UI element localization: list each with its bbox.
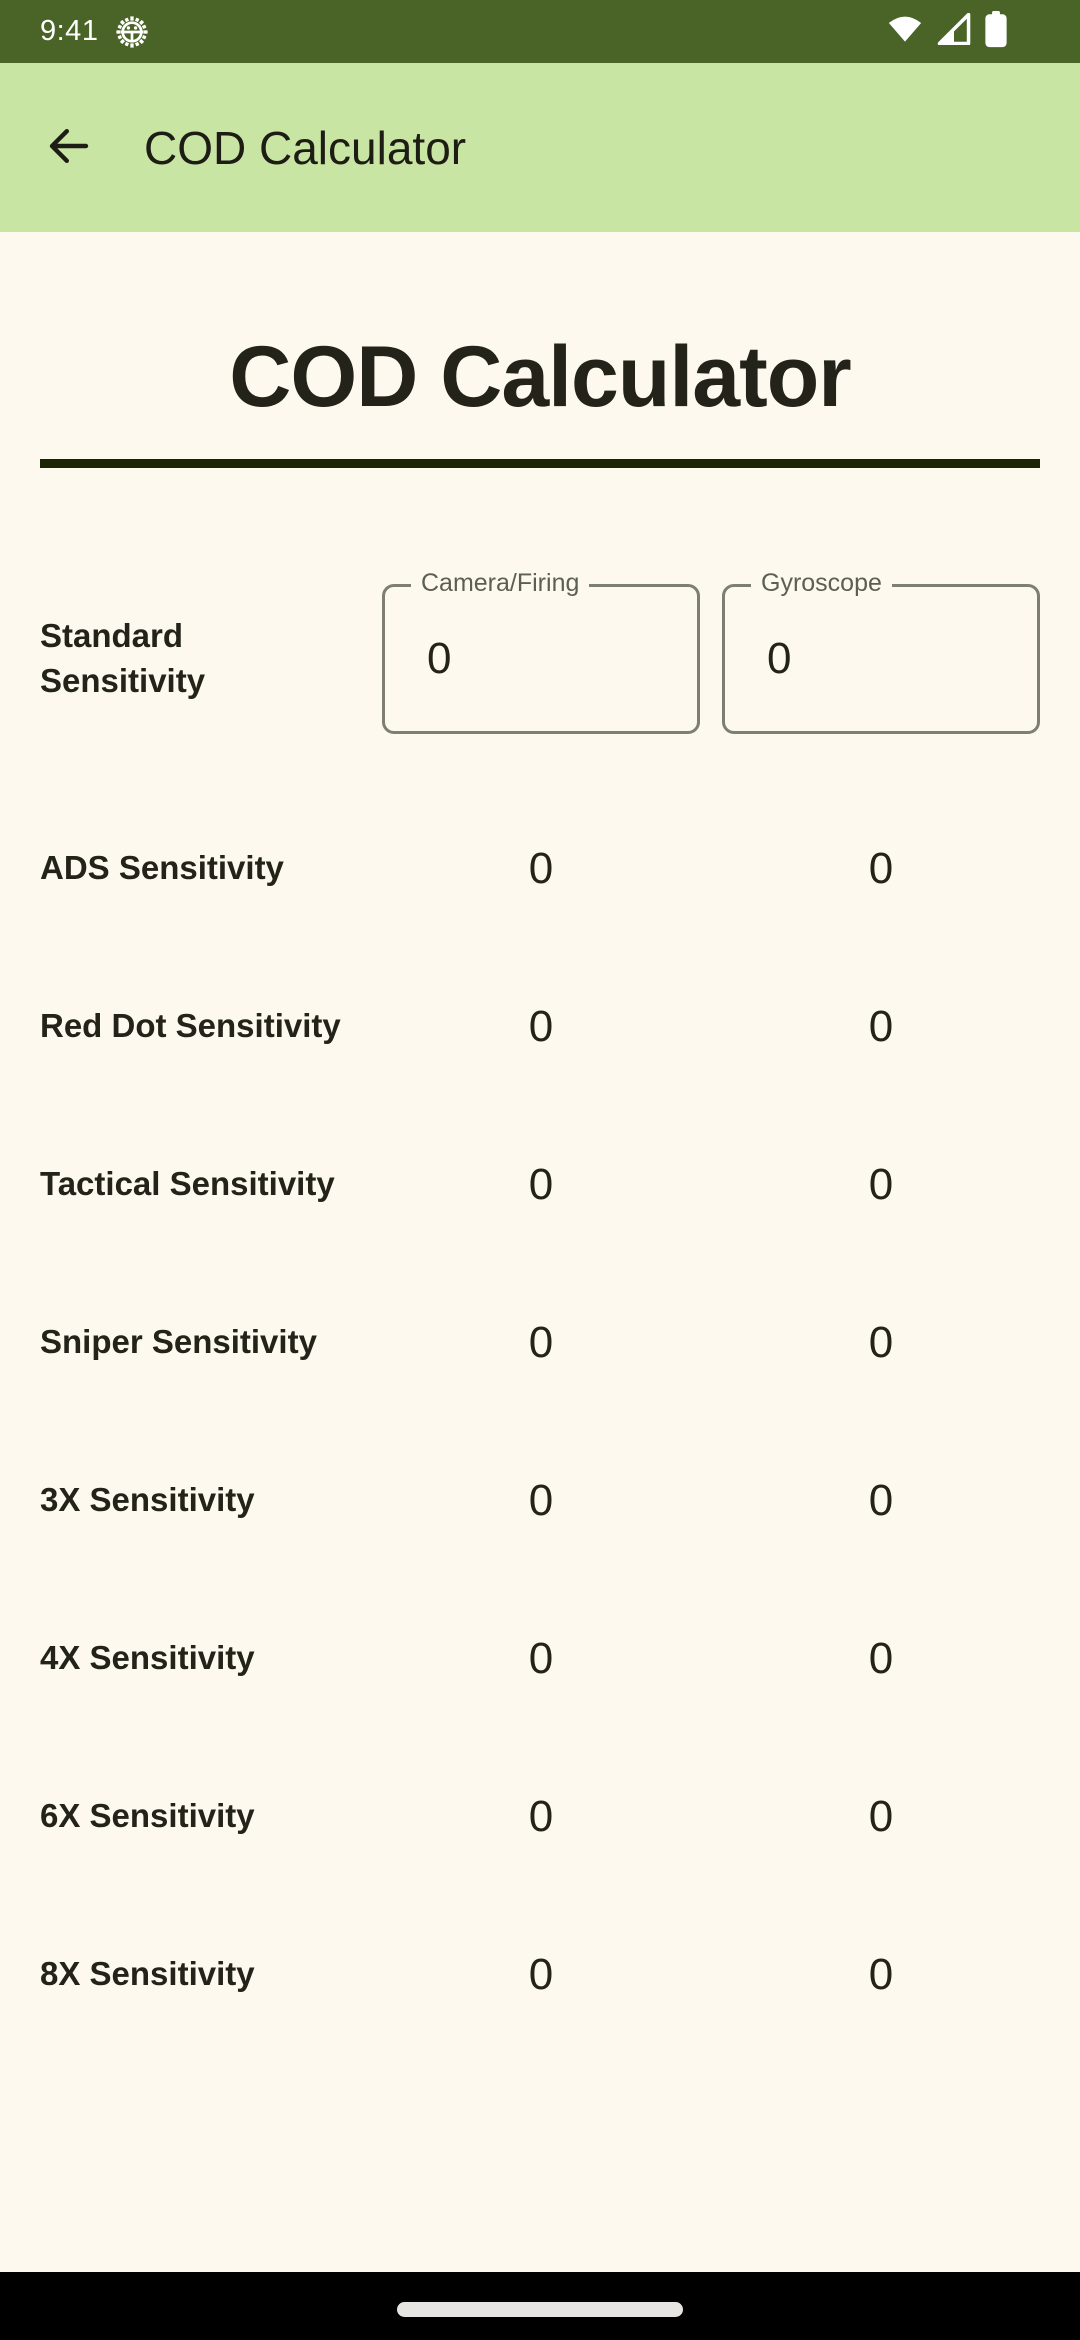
android-gear-icon [114,14,150,50]
back-button[interactable] [36,116,100,180]
standard-sensitivity-row [40,568,1040,734]
gyro-value: 0 [868,1475,894,1525]
sensitivity-row-tactical [40,1160,1040,1210]
row-label: 6X Sensitivity [40,1797,255,1835]
app-bar [0,63,1080,232]
status-bar [0,0,1080,63]
row-label: Red Dot Sensitivity [40,1007,341,1045]
row-label: 8X Sensitivity [40,1955,255,1993]
sensitivity-row-8x [40,1950,1040,2000]
sensitivity-row-3x [40,1476,1040,1526]
camera-value: 0 [528,1475,554,1525]
sensitivity-row-4x [40,1634,1040,1684]
camera-firing-field-label: Camera/Firing [411,569,589,598]
camera-value: 0 [528,843,554,893]
gesture-nav-bar [0,2272,1080,2340]
camera-firing-value: 0 [427,633,452,683]
page-title: COD Calculator [229,329,851,425]
gyroscope-value: 0 [767,633,792,683]
camera-value: 0 [528,1949,554,1999]
sensitivity-row-ads [40,844,1040,894]
gyro-value: 0 [868,843,894,893]
home-indicator[interactable] [397,2302,683,2317]
main-content [0,328,1080,2000]
sensitivity-row-red-dot [40,1002,1040,1052]
clock: 9:41 [40,15,99,47]
sensitivity-row-sniper [40,1318,1040,1368]
back-arrow-icon [44,122,92,173]
gyro-value: 0 [868,1001,894,1051]
gyro-value: 0 [868,1159,894,1209]
gyroscope-input[interactable] [722,568,1040,734]
row-label: Standard Sensitivity [40,617,206,699]
row-label: 3X Sensitivity [40,1481,255,1519]
row-label: 4X Sensitivity [40,1639,255,1677]
gyro-value: 0 [868,1949,894,1999]
camera-value: 0 [528,1159,554,1209]
gyroscope-field-label: Gyroscope [751,569,892,598]
camera-value: 0 [528,1633,554,1683]
app-bar-title: COD Calculator [144,121,467,174]
heading-divider [40,459,1040,468]
gyro-value: 0 [868,1633,894,1683]
camera-value: 0 [528,1317,554,1367]
sensitivity-row-6x [40,1792,1040,1842]
wifi-icon [886,13,924,50]
camera-firing-input[interactable] [382,568,700,734]
sensitivity-rows [40,844,1040,2000]
battery-icon [984,10,1008,53]
status-icons [886,10,1040,53]
camera-value: 0 [528,1001,554,1051]
gyro-value: 0 [868,1791,894,1841]
camera-value: 0 [528,1791,554,1841]
row-label: Sniper Sensitivity [40,1323,317,1361]
row-label: ADS Sensitivity [40,849,284,887]
gyro-value: 0 [868,1317,894,1367]
row-label: Tactical Sensitivity [40,1165,335,1203]
cellular-signal-icon [936,13,972,50]
